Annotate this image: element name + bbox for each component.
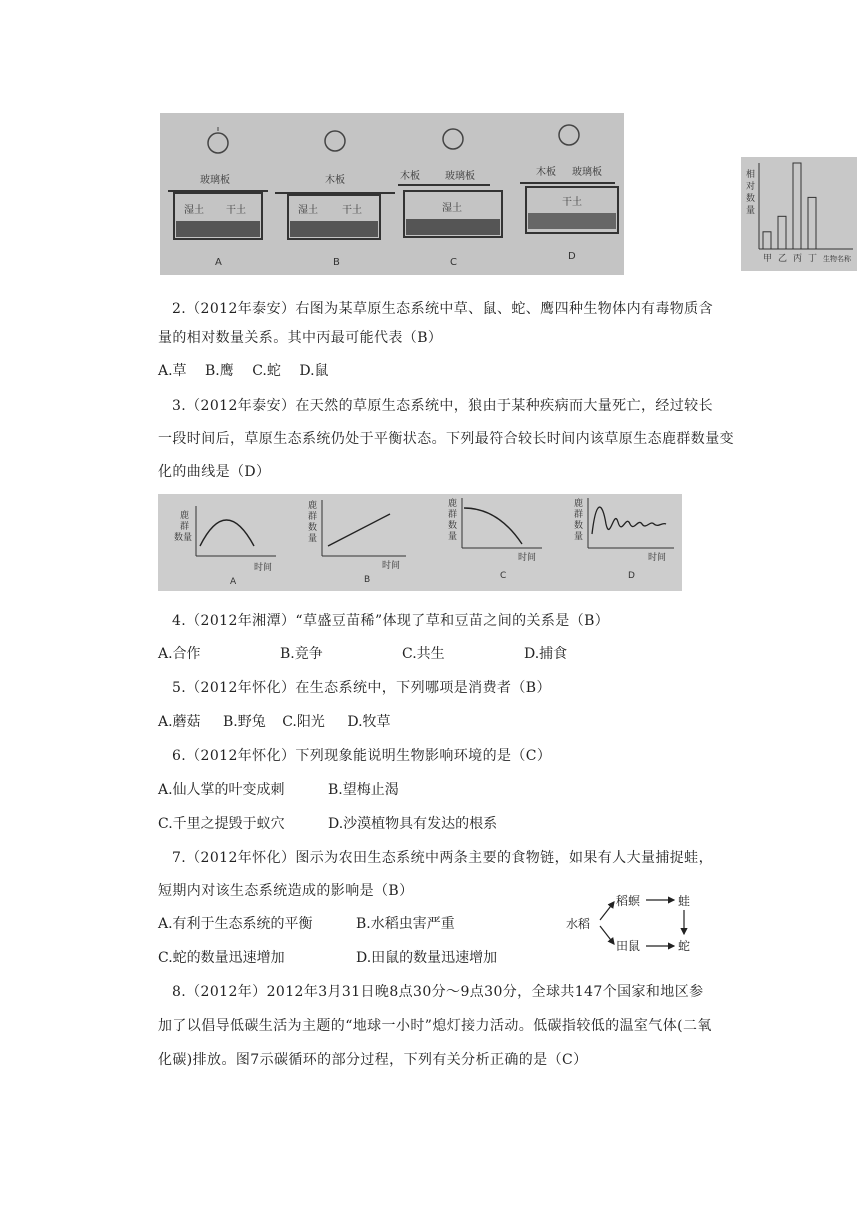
food-web-svg (566, 890, 706, 960)
bar-chart-ylabel-3: 数 (746, 194, 756, 204)
food-web-snake: 蛇 (678, 939, 691, 953)
panel-d-soil: 干土 (562, 197, 582, 208)
bar-chart-ylabel-1: 相 (746, 170, 756, 180)
bar-label-乙: 乙 (778, 254, 788, 264)
q6-option-b[interactable]: B.望梅止渴 (328, 782, 399, 798)
toxin-bar-chart (741, 157, 857, 271)
panel-b (275, 131, 395, 268)
q3-line2: 一段时间后，草原生态系统仍处于平衡状态。下列最符合较长时间内该草原生态鹿群数量变 (158, 431, 734, 447)
q7-option-a[interactable]: A.有利于生态系统的平衡 (158, 916, 313, 932)
panel-a-letter: A (215, 257, 222, 268)
q2-option-d[interactable]: D.鼠 (299, 363, 329, 379)
graph-b-ylabel-3: 数 (308, 523, 318, 533)
panel-c (398, 129, 502, 268)
panel-a-cover: 玻璃板 (200, 175, 230, 186)
q5-option-d[interactable]: D.牧草 (347, 714, 391, 730)
q6-line1: 6.（2012年怀化）下列现象能说明生物影响环境的是（C） (172, 748, 552, 764)
q3-line1: 3.（2012年泰安）在天然的草原生态系统中，狼由于某种疾病而大量死亡，经过较长 (172, 398, 713, 414)
food-web-figure (566, 890, 706, 960)
food-web-insect: 稻螟 (616, 894, 641, 908)
arrow-rice-mouse (600, 926, 614, 944)
graph-c-ylabel-1: 鹿 (448, 499, 458, 509)
q7-option-b[interactable]: B.水稻虫害严重 (356, 916, 455, 932)
panel-d-cover-right: 玻璃板 (572, 167, 602, 178)
graph-b-xlabel: 时间 (382, 561, 401, 571)
q2-line2: 量的相对数量关系。其中丙最可能代表（B） (158, 330, 443, 346)
food-web-rice: 水稻 (566, 917, 591, 931)
graph-c-ylabel-3: 数 (448, 521, 458, 531)
q5-option-c[interactable]: C.阳光 (282, 714, 325, 730)
q4-line1: 4.（2012年湘潭）“草盛豆苗稀”体现了草和豆苗之间的关系是（B） (172, 613, 610, 629)
panel-c-letter: C (450, 257, 457, 268)
panel-c-soil: 湿土 (442, 203, 462, 214)
panel-a-soil-right: 干土 (226, 205, 246, 216)
q6-option-a[interactable]: A.仙人掌的叶变成刺 (158, 782, 285, 798)
bar-chart-ylabel-2: 对 (746, 182, 756, 192)
deer-population-graphs (158, 494, 682, 591)
q6-option-d[interactable]: D.沙漠植物具有发达的根系 (328, 816, 498, 832)
q7-line1: 7.（2012年怀化）图示为农田生态系统中两条主要的食物链，如果有人大量捕捉蛙， (172, 850, 713, 866)
graph-d-ylabel-3: 数 (574, 521, 584, 531)
panel-b-soil-left: 湿土 (298, 205, 318, 216)
q8-line1: 8.（2012年）2012年3月31日晚8点30分～9点30分，全球共147个国家和地区参 (172, 984, 704, 1000)
graph-c-xlabel: 时间 (518, 553, 537, 563)
bar-甲 (763, 232, 771, 249)
graph-c (448, 497, 542, 581)
q8-line2: 加了以倡导低碳生活为主题的“地球一小时”熄灯接力活动。低碳指较低的温室气体(二氧 (158, 1018, 712, 1034)
bar-chart-xlabel: 生物名称 (823, 255, 851, 263)
graph-a-xlabel: 时间 (254, 563, 273, 573)
graph-b-ylabel-1: 鹿 (308, 501, 318, 511)
bar-label-丙: 丙 (793, 254, 803, 264)
bar-丁 (808, 197, 816, 249)
panel-b-cover: 木板 (325, 175, 345, 186)
bar-乙 (778, 216, 786, 249)
q3-line3: 化的曲线是（D） (158, 464, 271, 480)
food-web-frog: 蛙 (678, 894, 691, 908)
graph-a-ylabel-2: 群 (180, 522, 190, 532)
q5-option-b[interactable]: B.野兔 (223, 714, 266, 730)
q2-option-c[interactable]: C.蛇 (252, 363, 281, 379)
arrow-rice-insect (600, 902, 614, 920)
panel-c-cover-left: 木板 (400, 171, 420, 182)
q7-option-d[interactable]: D.田鼠的数量迅速增加 (356, 950, 498, 966)
panel-d-cover-left: 木板 (536, 167, 556, 178)
bar-label-丁: 丁 (808, 254, 818, 264)
graph-d (574, 497, 674, 581)
soil-experiment-figure (160, 113, 624, 275)
graph-d-ylabel-1: 鹿 (574, 499, 584, 509)
panel-b-letter: B (333, 257, 340, 268)
graph-a-ylabel-3: 数量 (174, 533, 193, 543)
q4-option-d[interactable]: D.捕食 (524, 646, 568, 662)
q4-option-c[interactable]: C.共生 (402, 646, 445, 662)
graph-b-ylabel-4: 量 (308, 534, 318, 544)
graph-c-ylabel-2: 群 (448, 510, 458, 520)
food-web-mouse: 田鼠 (616, 939, 641, 953)
deer-graphs-svg (158, 494, 682, 591)
graph-a-letter: A (230, 577, 237, 587)
q2-option-a[interactable]: A.草 (158, 363, 187, 379)
graph-d-ylabel-2: 群 (574, 510, 584, 520)
graph-a (174, 506, 276, 587)
q5-line1: 5.（2012年怀化）在生态系统中，下列哪项是消费者（B） (172, 680, 551, 696)
panel-b-soil-right: 干土 (342, 205, 362, 216)
q5-options (158, 711, 391, 731)
graph-d-letter: D (628, 571, 635, 581)
bar-丙 (793, 163, 801, 249)
q4-option-b[interactable]: B.竞争 (280, 646, 323, 662)
bar-chart-svg (741, 157, 857, 271)
panel-c-cover-right: 玻璃板 (445, 171, 475, 182)
graph-d-ylabel-4: 量 (574, 532, 584, 542)
q2-options (158, 360, 329, 380)
panel-d (520, 125, 618, 262)
panel-d-letter: D (568, 251, 576, 262)
q8-line3: 化碳)排放。图7示碳循环的部分过程，下列有关分析正确的是（C） (158, 1052, 588, 1068)
panel-a (168, 127, 268, 268)
q7-option-c[interactable]: C.蛇的数量迅速增加 (158, 950, 285, 966)
bar-chart-ylabel-4: 量 (746, 206, 756, 216)
graph-b-ylabel-2: 群 (308, 512, 318, 522)
soil-experiment-drawing (160, 113, 624, 275)
graph-b (308, 499, 406, 585)
graph-d-xlabel: 时间 (648, 553, 667, 563)
q2-option-b[interactable]: B.鹰 (205, 363, 234, 379)
q7-line2: 短期内对该生态系统造成的影响是（B） (158, 883, 414, 899)
q2-line1: 2.（2012年泰安）右图为某草原生态系统中草、鼠、蛇、鹰四种生物体内有毒物质含 (172, 301, 713, 317)
q5-option-a[interactable]: A.蘑菇 (158, 714, 201, 730)
panel-a-soil-left: 湿土 (184, 205, 204, 216)
bar-label-甲: 甲 (763, 254, 773, 264)
q6-option-c[interactable]: C.千里之提毁于蚁穴 (158, 816, 285, 832)
graph-c-ylabel-4: 量 (448, 532, 458, 542)
graph-a-ylabel-1: 鹿 (180, 511, 190, 521)
graph-c-letter: C (500, 571, 507, 581)
q4-option-a[interactable]: A.合作 (158, 646, 201, 662)
graph-b-letter: B (364, 575, 371, 585)
